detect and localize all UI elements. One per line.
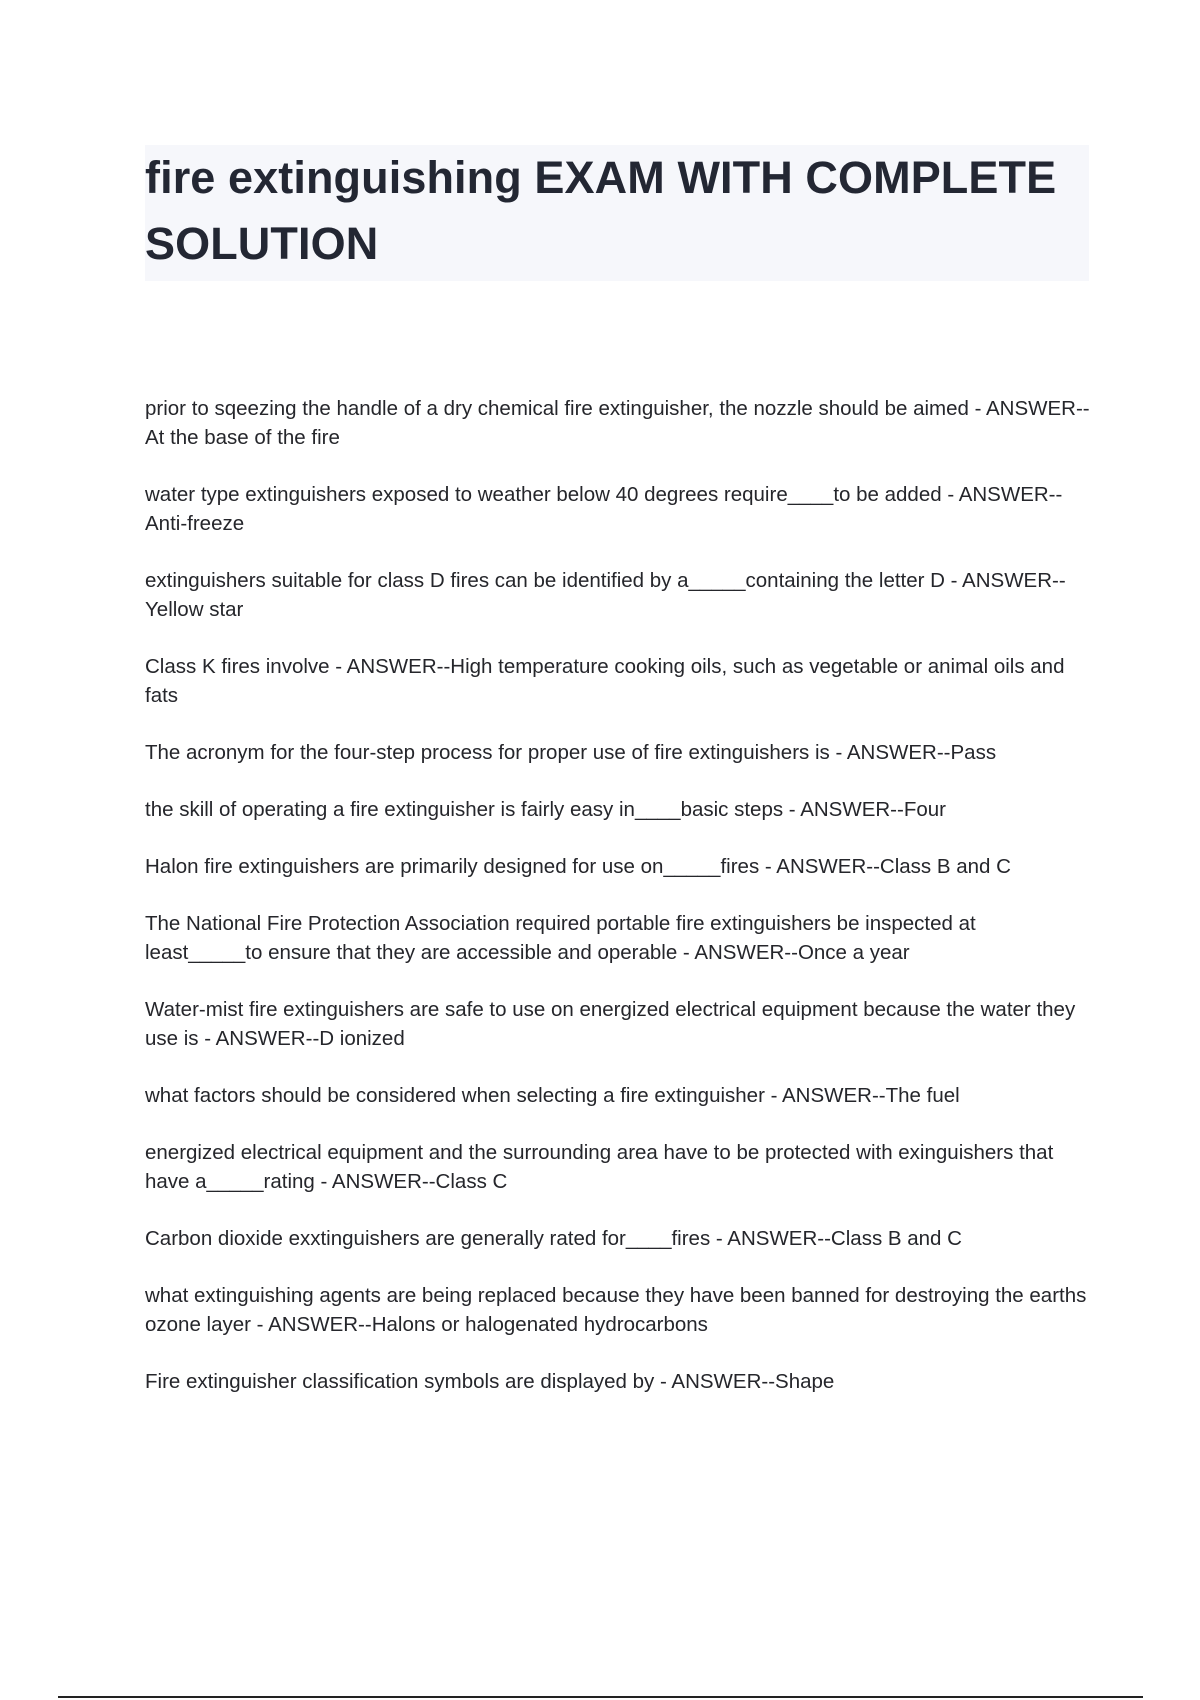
bottom-divider (58, 1696, 1143, 1698)
qa-item: prior to sqeezing the handle of a dry chemical fire extinguisher, the nozzle should be aimed - ANSWER--At the base of the fire (145, 397, 1090, 449)
question-answer-list (145, 394, 1095, 1424)
qa-item: Water-mist fire extinguishers are safe to use on energized electrical equipment because the water they use is - ANSWER--D ionized (145, 998, 1076, 1050)
qa-item: The acronym for the four-step process for proper use of fire extinguishers is - ANSWER--Pass (145, 741, 997, 764)
qa-item: what extinguishing agents are being replaced because they have been banned for destroying the earths ozone layer - ANSWER--Halons or halogenated hydrocarbons (145, 1284, 1087, 1336)
qa-item: extinguishers suitable for class D fires can be identified by a_____containing the letter D - ANSWER--Yellow star (145, 569, 1066, 621)
qa-item: water type extinguishers exposed to weather below 40 degrees require____to be added - ANSWER--Anti-freeze (145, 483, 1063, 535)
page-title: fire extinguishing EXAM WITH COMPLETE SOLUTION (145, 152, 1057, 269)
qa-item: The National Fire Protection Association required portable fire extinguishers be inspected at least_____to ensure that they are accessible and operable - ANSWER--Once a year (145, 912, 976, 964)
qa-item: Class K fires involve - ANSWER--High temperature cooking oils, such as vegetable or animal oils and fats (145, 655, 1065, 707)
qa-item: Carbon dioxide exxtinguishers are generally rated for____fires - ANSWER--Class B and C (145, 1227, 962, 1250)
title-banner (145, 145, 1089, 281)
qa-item: energized electrical equipment and the surrounding area have to be protected with exinguishers that have a_____rating - ANSWER--Class C (145, 1141, 1054, 1193)
qa-item: what factors should be considered when selecting a fire extinguisher - ANSWER--The fuel (145, 1084, 960, 1107)
qa-item: Halon fire extinguishers are primarily designed for use on_____fires - ANSWER--Class B and C (145, 855, 1011, 878)
qa-item: the skill of operating a fire extinguisher is fairly easy in____basic steps - ANSWER--Four (145, 798, 946, 821)
qa-item: Fire extinguisher classification symbols are displayed by - ANSWER--Shape (145, 1370, 835, 1393)
